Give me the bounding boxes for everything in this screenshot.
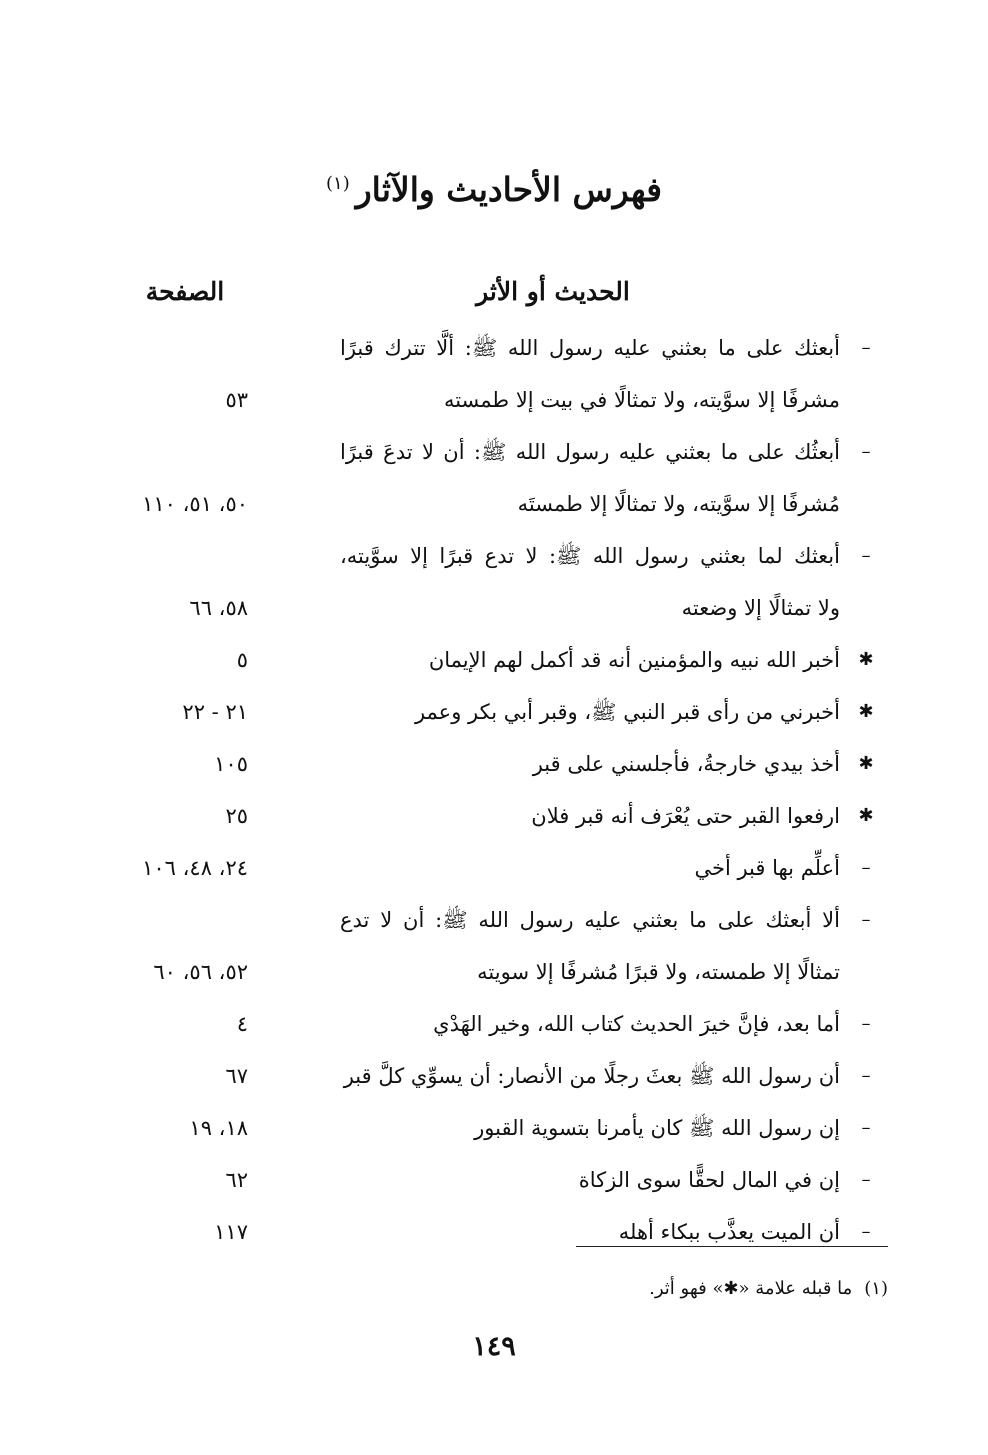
page-title <box>0 160 988 214</box>
page-number: ١٤٩ <box>472 1331 516 1362</box>
entry-page-numbers: ١٠٥ <box>214 752 248 776</box>
entry-page-numbers: ٢٥ <box>225 804 248 828</box>
index-entry <box>78 530 878 634</box>
dash-marker: – <box>861 441 871 462</box>
entry-text-line: مشرفًا إلا سوَّيته، ولا تمثالًا في بيت إلا طمسته <box>443 388 840 412</box>
index-entry <box>78 634 878 686</box>
entry-page-numbers: ٥٢، ٥٦، ٦٠ <box>153 960 248 984</box>
entry-page-numbers: ١٨، ١٩ <box>189 1116 248 1140</box>
entry-page-numbers: ٥٨، ٦٦ <box>189 596 248 620</box>
asterisk-marker-icon: ✱ <box>858 701 874 722</box>
index-entry <box>78 322 878 426</box>
asterisk-marker-icon: ✱ <box>858 753 874 774</box>
index-entry <box>78 686 878 738</box>
dash-marker: – <box>861 1013 871 1034</box>
footnote-text: ما قبله علامة «✱» فهو أثر. <box>649 1278 853 1299</box>
entry-text-line: أخبر الله نبيه والمؤمنين أنه قد أكمل لهم الإيمان <box>428 648 840 672</box>
title-footnote-ref: (١) <box>325 173 350 194</box>
entry-text-line: أبعثك على ما بعثني عليه رسول الله ﷺ: ألَّا تترك قبرًا <box>340 336 840 360</box>
entry-page-numbers: ٢١ - ٢٢ <box>182 700 248 724</box>
dash-marker: – <box>861 857 871 878</box>
entry-page-numbers: ١١٧ <box>214 1220 248 1244</box>
dash-marker: – <box>861 1117 871 1138</box>
column-header-page: الصفحة <box>145 277 225 306</box>
entry-text-line: ولا تمثالًا إلا وضعته <box>681 596 840 620</box>
index-entry <box>78 894 878 998</box>
entry-text-line: تمثالًا إلا طمسته، ولا قبرًا مُشرفًا إلا سويته <box>477 960 840 984</box>
index-entry <box>78 1102 878 1154</box>
column-header-hadith: الحديث أو الأثر <box>476 277 630 306</box>
entry-text-line: مُشرفًا إلا سوَّيته، ولا تمثالًا إلا طمستَه <box>517 492 840 516</box>
index-entry <box>78 738 878 790</box>
entry-text-line: أبعثك لما بعثني رسول الله ﷺ: لا تدع قبرًا إلا سوَّيته، <box>340 544 840 568</box>
dash-marker: – <box>861 1169 871 1190</box>
entry-text-line: أخذ بيدي خارجةُ، فأجلسني على قبر <box>532 752 840 776</box>
asterisk-marker-icon: ✱ <box>858 805 874 826</box>
dash-marker: – <box>861 1221 871 1242</box>
entry-page-numbers: ٦٢ <box>225 1168 248 1192</box>
entry-text-line: إن في المال لحقًّا سوى الزكاة <box>578 1168 840 1192</box>
entry-page-numbers: ٥٣ <box>225 388 248 412</box>
dash-marker: – <box>861 545 871 566</box>
dash-marker: – <box>861 337 871 358</box>
entry-page-numbers: ٤ <box>236 1012 248 1036</box>
dash-marker: – <box>861 1065 871 1086</box>
entry-text-line: أبعثُك على ما بعثني عليه رسول الله ﷺ: أن لا تدعَ قبرًا <box>340 440 840 464</box>
entry-text-line: أن رسول الله ﷺ بعثَ رجلًا من الأنصار: أن يسوِّي كلَّ قبر <box>343 1064 840 1088</box>
entry-text-line: أن الميت يعذَّب ببكاء أهله <box>618 1220 840 1244</box>
footnote-divider <box>576 1246 888 1247</box>
index-entry <box>78 842 878 894</box>
entry-text-line: أخبرني من رأى قبر النبي ﷺ، وقبر أبي بكر وعمر <box>414 700 840 724</box>
entry-page-numbers: ٥ <box>236 648 248 672</box>
entry-text-line: أما بعد، فإنَّ خيرَ الحديث كتاب الله، وخير الهَدْي <box>433 1012 840 1036</box>
entry-text-line: أعلِّم بها قبر أخي <box>694 856 840 880</box>
asterisk-marker-icon: ✱ <box>858 649 874 670</box>
entries-list <box>78 322 878 1258</box>
footnote-number: (١) <box>864 1278 888 1299</box>
entry-text-line: إن رسول الله ﷺ كان يأمرنا بتسوية القبور <box>474 1116 840 1140</box>
dash-marker: – <box>861 909 871 930</box>
index-entry <box>78 426 878 530</box>
index-entry <box>78 998 878 1050</box>
entry-page-numbers: ٦٧ <box>225 1064 248 1088</box>
title-text: فهرس الأحاديث والآثار <box>355 170 662 209</box>
entry-page-numbers: ٥٠، ٥١، ١١٠ <box>142 492 248 516</box>
footnote <box>388 1272 888 1306</box>
index-entry <box>78 1206 878 1258</box>
index-entry <box>78 1154 878 1206</box>
entry-text-line: ألا أبعثك على ما بعثني عليه رسول الله ﷺ: أن لا تدع <box>340 908 840 932</box>
index-entry <box>78 1050 878 1102</box>
entry-page-numbers: ٢٤، ٤٨، ١٠٦ <box>142 856 248 880</box>
entry-text-line: ارفعوا القبر حتى يُعْرَف أنه قبر فلان <box>531 804 840 828</box>
index-entry <box>78 790 878 842</box>
